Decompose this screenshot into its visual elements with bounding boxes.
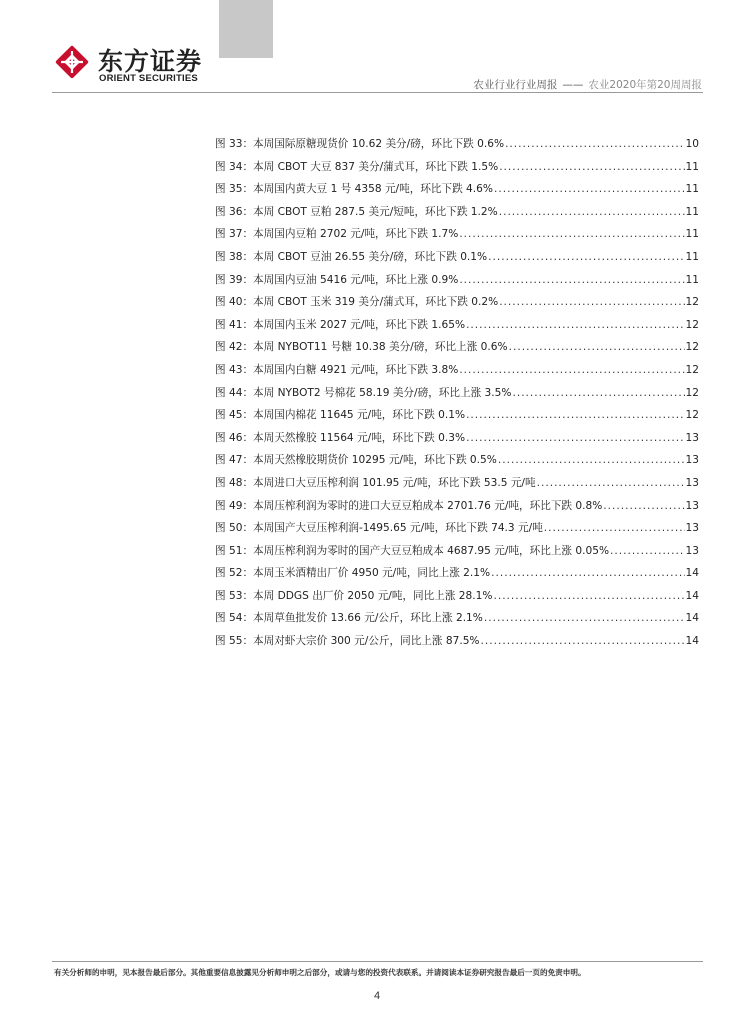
toc-page-number: 13 <box>685 431 699 444</box>
toc-figure-title: 本周压榨利润为零时的国产大豆豆粕成本 4687.95 元/吨，环比上涨 0.05% <box>253 544 610 557</box>
toc-figure-number: 图 44： <box>215 386 254 399</box>
toc-page-number: 14 <box>685 567 699 580</box>
toc-entry[interactable] <box>215 520 699 543</box>
toc-figure-number: 图 38： <box>215 250 254 263</box>
toc-dot-leader <box>544 522 685 534</box>
toc-figure-number: 图 46： <box>215 431 254 444</box>
toc-page-number: 12 <box>685 318 699 331</box>
toc-entry[interactable] <box>215 317 699 340</box>
toc-dot-leader <box>610 545 684 557</box>
toc-entry-label <box>215 249 487 264</box>
toc-figure-title: 本周天然橡胶期货价 10295 元/吨，环比下跌 0.5% <box>253 454 497 467</box>
orient-logo-icon <box>52 42 92 82</box>
toc-figure-number: 图 37： <box>215 228 254 241</box>
toc-page-number: 12 <box>685 296 699 309</box>
toc-page-number: 11 <box>685 160 699 173</box>
figure-table-of-contents <box>215 136 699 656</box>
toc-dot-leader <box>499 161 684 173</box>
toc-entry[interactable] <box>215 136 699 159</box>
toc-figure-number: 图 35： <box>215 183 254 196</box>
toc-entry-label <box>215 588 492 603</box>
report-title: 农业行业行业周报 <box>473 79 558 91</box>
toc-figure-title: 本周国内黄大豆 1 号 4358 元/吨，环比下跌 4.6% <box>253 183 493 196</box>
toc-entry-label <box>215 204 498 219</box>
toc-figure-title: 本周草鱼批发价 13.66 元/公斤，环比上涨 2.1% <box>253 612 483 625</box>
toc-page-number: 10 <box>685 138 699 150</box>
toc-figure-number: 图 52： <box>215 567 254 580</box>
toc-page-number: 11 <box>685 205 699 218</box>
toc-entry[interactable] <box>215 362 699 385</box>
toc-dot-leader <box>459 274 684 286</box>
header-separator: —— <box>562 79 584 91</box>
footer-divider <box>52 961 703 962</box>
toc-entry[interactable] <box>215 249 699 272</box>
toc-figure-title: 本周国内玉米 2027 元/吨，环比下跌 1.65% <box>253 318 466 331</box>
toc-entry-label <box>215 159 498 174</box>
toc-figure-title: 本周天然橡胶 11564 元/吨，环比下跌 0.3% <box>253 431 466 444</box>
toc-figure-number: 图 55： <box>215 635 254 648</box>
toc-dot-leader <box>484 612 685 624</box>
toc-dot-leader <box>498 454 685 466</box>
toc-dot-leader <box>512 387 684 399</box>
toc-figure-number: 图 34： <box>215 160 254 173</box>
toc-dot-leader <box>509 341 685 353</box>
toc-entry-label <box>215 339 508 354</box>
toc-figure-title: 本周 NYBOT11 号糖 10.38 美分/磅，环比上涨 0.6% <box>253 341 508 354</box>
toc-entry-label <box>215 136 504 151</box>
toc-figure-title: 本周 DDGS 出厂价 2050 元/吨，同比上涨 28.1% <box>253 589 493 602</box>
page-number: 4 <box>373 990 381 1002</box>
toc-figure-title: 本周国内豆粕 2702 元/吨，环比下跌 1.7% <box>253 228 459 241</box>
toc-dot-leader <box>537 477 685 489</box>
toc-figure-number: 图 48： <box>215 476 254 489</box>
toc-entry-label <box>215 294 498 309</box>
toc-figure-title: 本周国内白糖 4921 元/吨，环比下跌 3.8% <box>253 363 459 376</box>
header-divider <box>52 92 703 93</box>
toc-entry-label <box>215 610 483 625</box>
toc-dot-leader <box>488 251 684 263</box>
toc-figure-title: 本周国际原糖现货价 10.62 美分/磅，环比下跌 0.6% <box>253 138 505 150</box>
toc-entry-label <box>215 633 480 648</box>
toc-entry[interactable] <box>215 407 699 430</box>
toc-dot-leader <box>459 228 684 240</box>
toc-dot-leader <box>491 567 684 579</box>
toc-dot-leader <box>505 138 684 150</box>
toc-page-number: 14 <box>685 589 699 602</box>
toc-entry-label <box>215 181 493 196</box>
toc-entry[interactable] <box>215 226 699 249</box>
toc-dot-leader <box>494 183 685 195</box>
toc-figure-title: 本周压榨利润为零时的进口大豆豆粕成本 2701.76 元/吨，环比下跌 0.8% <box>253 499 603 512</box>
toc-page-number: 11 <box>685 183 699 196</box>
toc-entry[interactable] <box>215 610 699 633</box>
toc-entry-label <box>215 498 602 513</box>
toc-dot-leader <box>466 319 684 331</box>
toc-entry[interactable] <box>215 633 699 656</box>
toc-figure-number: 图 33： <box>215 138 254 150</box>
toc-page-number: 14 <box>685 612 699 625</box>
toc-page-number: 12 <box>685 409 699 422</box>
toc-page-number: 11 <box>685 273 699 286</box>
toc-entry-label <box>215 543 609 558</box>
toc-figure-title: 本周国内棉花 11645 元/吨，环比下跌 0.1% <box>253 409 466 422</box>
toc-figure-title: 本周玉米酒精出厂价 4950 元/吨，同比上涨 2.1% <box>253 567 491 580</box>
toc-entry-label <box>215 520 543 535</box>
toc-entry[interactable] <box>215 543 699 566</box>
toc-figure-title: 本周国内豆油 5416 元/吨，环比上涨 0.9% <box>253 273 459 286</box>
logo-chinese-name: 东方证券 <box>98 47 203 76</box>
toc-figure-title: 本周国产大豆压榨利润-1495.65 元/吨，环比下跌 74.3 元/吨 <box>253 522 543 535</box>
toc-entry-label <box>215 226 458 241</box>
toc-figure-number: 图 53： <box>215 589 254 602</box>
toc-entry[interactable] <box>215 498 699 521</box>
toc-entry[interactable] <box>215 475 699 498</box>
toc-dot-leader <box>493 590 684 602</box>
toc-figure-number: 图 40： <box>215 296 254 309</box>
toc-entry-label <box>215 317 465 332</box>
toc-figure-title: 本周进口大豆压榨利润 101.95 元/吨，环比下跌 53.5 元/吨 <box>253 476 536 489</box>
toc-figure-number: 图 43： <box>215 363 254 376</box>
toc-figure-title: 本周 CBOT 豆油 26.55 美分/磅，环比下跌 0.1% <box>253 250 488 263</box>
toc-figure-number: 图 42： <box>215 341 254 354</box>
toc-page-number: 11 <box>685 228 699 241</box>
toc-page-number: 13 <box>685 522 699 535</box>
report-header <box>473 77 702 92</box>
toc-figure-number: 图 54： <box>215 612 254 625</box>
toc-dot-leader <box>481 635 685 647</box>
toc-entry-label <box>215 385 511 400</box>
toc-entry[interactable] <box>215 181 699 204</box>
toc-figure-title: 本周 CBOT 大豆 837 美分/蒲式耳，环比下跌 1.5% <box>253 160 499 173</box>
logo-english-name: ORIENT SECURITIES <box>99 73 198 84</box>
toc-figure-title: 本周对虾大宗价 300 元/公斤，同比上涨 87.5% <box>253 635 480 648</box>
toc-figure-number: 图 49： <box>215 499 254 512</box>
toc-page-number: 13 <box>685 544 699 557</box>
toc-page-number: 12 <box>685 363 699 376</box>
toc-page-number: 11 <box>685 250 699 263</box>
toc-figure-number: 图 45： <box>215 409 254 422</box>
footer-disclaimer: 有关分析师的申明，见本报告最后部分。其他重要信息披露见分析师申明之后部分，或请与您的投资代表联系。并请阅读本证券研究报告最后一页的免责申明。 <box>54 968 586 977</box>
toc-page-number: 13 <box>685 454 699 467</box>
toc-dot-leader <box>466 409 684 421</box>
toc-figure-title: 本周 CBOT 玉米 319 美分/蒲式耳，环比下跌 0.2% <box>253 296 499 309</box>
toc-entry[interactable] <box>215 159 699 182</box>
toc-entry-label <box>215 407 465 422</box>
toc-figure-number: 图 51： <box>215 544 254 557</box>
toc-dot-leader <box>459 364 684 376</box>
toc-entry[interactable] <box>215 452 699 475</box>
toc-page-number: 14 <box>685 635 699 648</box>
toc-page-number: 12 <box>685 341 699 354</box>
toc-entry[interactable] <box>215 385 699 408</box>
toc-entry-label <box>215 362 458 377</box>
toc-page-number: 13 <box>685 476 699 489</box>
toc-dot-leader <box>466 432 684 444</box>
company-logo <box>52 42 232 82</box>
toc-figure-number: 图 47： <box>215 454 254 467</box>
toc-dot-leader <box>499 206 685 218</box>
toc-entry[interactable] <box>215 588 699 611</box>
toc-entry-label <box>215 565 490 580</box>
toc-figure-title: 本周 NYBOT2 号棉花 58.19 美分/磅，环比上涨 3.5% <box>253 386 512 399</box>
report-subtitle: 农业2020年第20周周报 <box>588 79 702 91</box>
toc-entry[interactable] <box>215 204 699 227</box>
toc-entry[interactable] <box>215 339 699 362</box>
toc-entry[interactable] <box>215 565 699 588</box>
toc-entry[interactable] <box>215 430 699 453</box>
toc-entry-label <box>215 475 536 490</box>
toc-entry[interactable] <box>215 272 699 295</box>
toc-figure-number: 图 41： <box>215 318 254 331</box>
toc-entry[interactable] <box>215 294 699 317</box>
toc-figure-title: 本周 CBOT 豆粕 287.5 美元/短吨，环比下跌 1.2% <box>253 205 498 218</box>
toc-figure-number: 图 36： <box>215 205 254 218</box>
toc-figure-number: 图 50： <box>215 522 254 535</box>
toc-dot-leader <box>499 296 684 308</box>
toc-entry-label <box>215 272 458 287</box>
toc-dot-leader <box>603 500 684 512</box>
toc-figure-number: 图 39： <box>215 273 254 286</box>
toc-page-number: 13 <box>685 499 699 512</box>
toc-entry-label <box>215 430 465 445</box>
toc-entry-label <box>215 452 497 467</box>
toc-page-number: 12 <box>685 386 699 399</box>
